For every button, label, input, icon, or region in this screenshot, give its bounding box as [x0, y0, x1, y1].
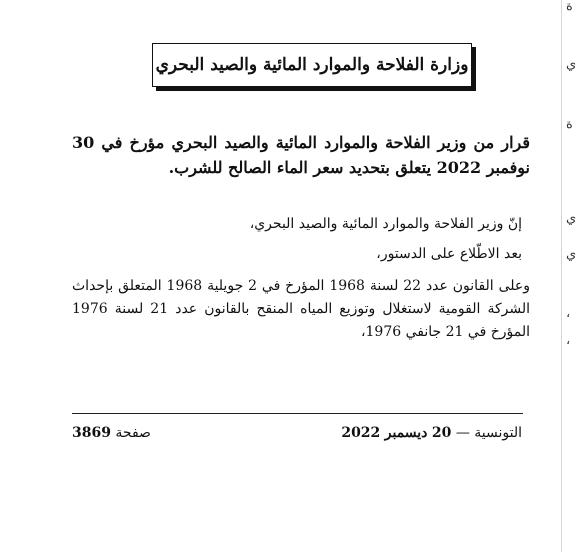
decree-day: 30 — [72, 133, 95, 152]
decree-heading-end: يتعلق بتحديد سعر الماء الصالح للشرب. — [168, 158, 432, 177]
margin-mark: ، — [566, 333, 571, 348]
preamble-line-1: إنّ وزير الفلاحة والموارد المائية والصيد البحري، — [249, 216, 522, 232]
ministry-title: وزارة الفلاحة والموارد المائية والصيد البحري — [155, 55, 469, 75]
margin-mark: ي — [566, 57, 577, 72]
margin-mark: ، — [566, 306, 571, 321]
footer-day: 20 — [431, 425, 452, 441]
decree-month: نوفمبر — [486, 158, 530, 177]
footer-year: 2022 — [341, 425, 381, 441]
footer-page-label: صفحة — [115, 425, 151, 441]
column-divider — [561, 0, 562, 552]
ministry-title-box — [152, 43, 472, 87]
footer-page — [72, 425, 151, 441]
margin-mark: ي — [566, 247, 577, 262]
preamble-line-2: بعد الاطّلاع على الدستور، — [376, 246, 522, 262]
footer-month: ديسمبر — [384, 425, 428, 441]
footer-rule — [72, 413, 523, 414]
footer-page-number: 3869 — [72, 425, 111, 441]
decree-heading — [72, 130, 530, 180]
margin-mark: ة — [566, 0, 573, 14]
footer-journal-date — [341, 425, 522, 441]
margin-mark: ي — [566, 211, 577, 226]
decree-year: 2022 — [436, 158, 482, 177]
footer-journal: التونسية — — [455, 425, 522, 441]
law-paragraph: وعلى القانون عدد 22 لسنة 1968 المؤرخ في 2 جويلية 1968 المتعلق بإحداث الشركة القومية لاستغلال وتوزيع المياه المنقح بالقانون عدد 21 لسنة 1976 المؤرخ في 21 جانفي 1976، — [72, 278, 530, 340]
margin-mark: ة — [566, 117, 573, 132]
decree-heading-start: قرار من وزير الفلاحة والموارد المائية والصيد البحري مؤرخ في — [101, 133, 530, 152]
